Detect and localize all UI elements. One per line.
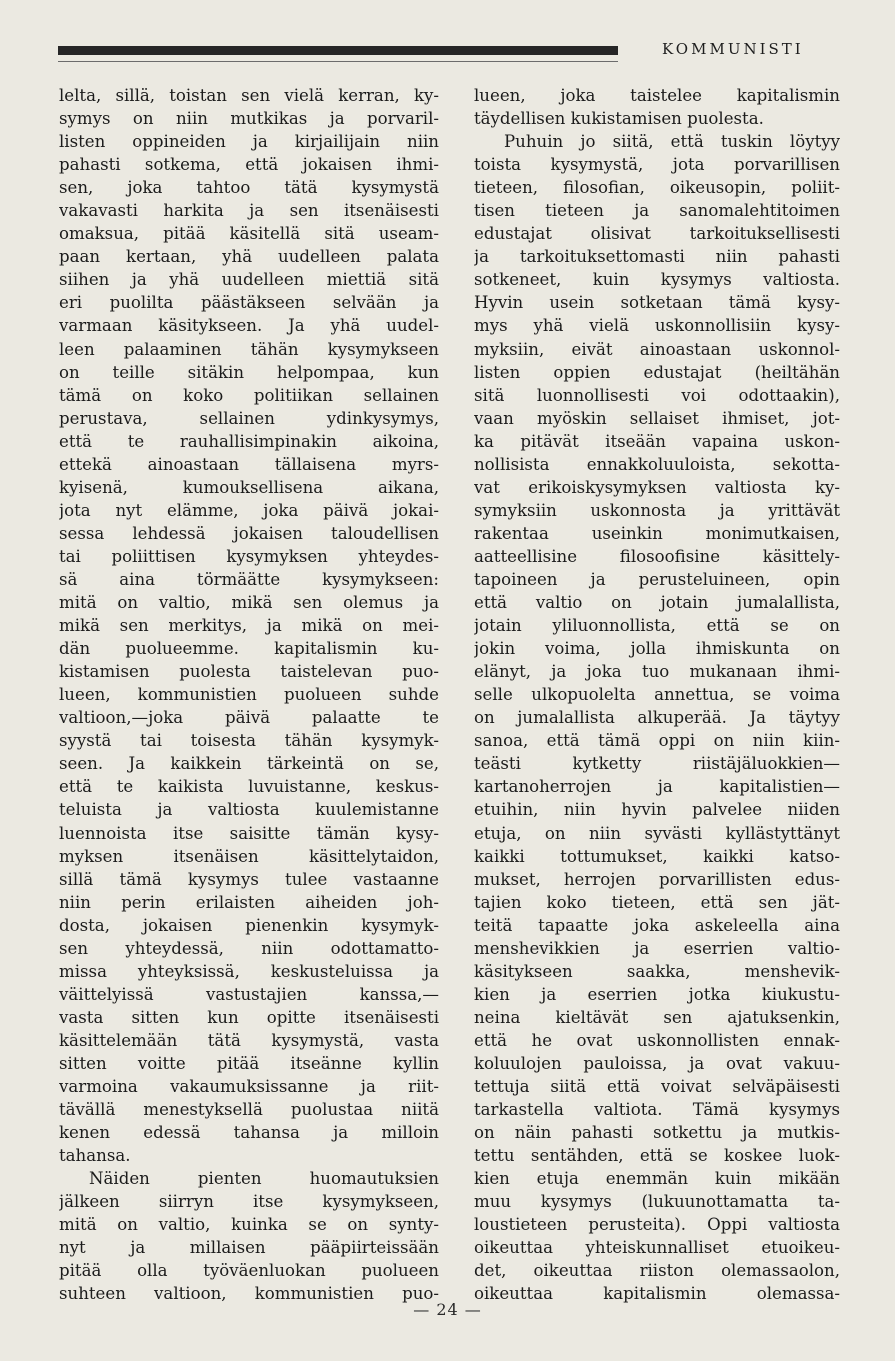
text-line: jälkeen siirryn itse kysymykseen,	[59, 1192, 439, 1212]
running-header	[58, 38, 838, 68]
text-line: rakentaa useinkin monimutkaisen,	[474, 523, 840, 543]
text-line: kien etuja enemmän kuin mikään	[474, 1169, 840, 1189]
text-line: luennoista itse saisitte tämän kysy-	[59, 823, 439, 843]
text-line: sotkeneet, kuin kysymys valtiosta.	[474, 270, 840, 290]
text-line: täydellisen kukistamisen puolesta.	[474, 109, 764, 129]
text-line: sitä luonnollisesti voi odottaakin),	[474, 385, 840, 405]
text-line: kistamisen puolesta taistelevan puo-	[59, 662, 439, 682]
text-line: loustieteen perusteita). Oppi valtiosta	[474, 1215, 840, 1235]
text-line: det, oikeuttaa riiston olemassaolon,	[474, 1261, 840, 1281]
text-line: elänyt, ja joka tuo mukanaan ihmi-	[474, 662, 840, 682]
text-line: sitten voitte pitää itseänne kyllin	[59, 1053, 439, 1073]
text-line: teitä tapaatte joka askeleella aina	[474, 915, 840, 935]
text-line: sanoa, että tämä oppi on niin kiin-	[474, 731, 840, 751]
text-line: tajien koko tieteen, että sen jät-	[474, 892, 840, 912]
text-line: selle ulkopuolelta annettua, se voima	[474, 685, 840, 705]
text-line: pahasti sotkema, että jokaisen ihmi-	[59, 155, 439, 175]
text-line: paan kertaan, yhä uudelleen palata	[59, 247, 439, 267]
text-line: symyksiin uskonnosta ja yrittävät	[474, 500, 840, 520]
text-line: syystä tai toisesta tähän kysymyk-	[59, 731, 439, 751]
text-line: ka pitävät itseään vapaina uskon-	[474, 431, 840, 451]
text-line: sen yhteydessä, niin odottamatto-	[59, 938, 439, 958]
text-line: niin perin erilaisten aiheiden joh-	[59, 892, 439, 912]
header-rule	[58, 46, 618, 55]
text-line: tapoineen ja perusteluineen, opin	[474, 569, 840, 589]
text-line: symys on niin mutkikas ja porvaril-	[59, 109, 439, 129]
text-column-left	[59, 84, 439, 1305]
text-line: mikä sen merkitys, ja mikä on mei-	[59, 616, 439, 636]
page-number: — 24 —	[413, 1300, 482, 1319]
text-line: Puhuin jo siitä, että tuskin löytyy	[504, 132, 840, 152]
text-line: etuihin, niin hyvin palvelee niiden	[474, 800, 840, 820]
text-line: missa yhteyksissä, keskusteluissa ja	[59, 961, 439, 981]
text-line: väittelyissä vastustajien kanssa,—	[59, 984, 439, 1004]
text-line: koluulojen pauloissa, ja ovat vakuu-	[474, 1053, 840, 1073]
text-line: mitä on valtio, mikä sen olemus ja	[59, 593, 439, 613]
text-line: lueen, kommunistien puolueen suhde	[59, 685, 439, 705]
text-line: eri puolilta päästäkseen selvään ja	[59, 293, 439, 313]
text-line: suhteen valtioon, kommunistien puo-	[59, 1284, 439, 1304]
text-line: siihen ja yhä uudelleen miettiä sitä	[59, 270, 439, 290]
text-line: ja tarkoituksettomasti niin pahasti	[474, 247, 840, 267]
text-line: jokin voima, jolla ihmiskunta on	[474, 639, 840, 659]
text-line: ettekä ainoastaan tällaisena myrs-	[59, 454, 439, 474]
text-line: että valtio on jotain jumalallista,	[474, 593, 840, 613]
text-line: nollisista ennakkoluuloista, sekotta-	[474, 454, 840, 474]
text-line: seen. Ja kaikkein tärkeintä on se,	[59, 754, 439, 774]
text-line: menshevikkien ja eserrien valtio-	[474, 938, 840, 958]
text-line: tahansa.	[59, 1146, 131, 1166]
text-line: dosta, jokaisen pienenkin kysymyk-	[59, 915, 439, 935]
text-line: tävällä menestyksellä puolustaa niitä	[59, 1100, 439, 1120]
text-line: Näiden pienten huomautuksien	[89, 1169, 439, 1189]
text-line: sen, joka tahtoo tätä kysymystä	[59, 178, 439, 198]
text-line: listen oppien edustajat (heiltähän	[474, 362, 840, 382]
text-line: lelta, sillä, toistan sen vielä kerran, ky-	[59, 86, 439, 105]
text-line: dän puolueemme. kapitalismin ku-	[59, 639, 439, 659]
text-line: mitä on valtio, kuinka se on synty-	[59, 1215, 439, 1235]
header-rule-thin	[58, 61, 618, 62]
text-line: on jumalallista alkuperää. Ja täytyy	[474, 708, 840, 728]
text-line: listen oppineiden ja kirjailijain niin	[59, 132, 439, 152]
text-line: varmoina vakaumuksissanne ja riit-	[59, 1077, 439, 1097]
text-line: kien ja eserrien jotka kiukustu-	[474, 984, 840, 1004]
text-line: teästi kytketty riistäjäluokkien—	[474, 754, 840, 774]
text-line: kaikki tottumukset, kaikki katso-	[474, 846, 840, 866]
text-line: sä aina törmäätte kysymykseen:	[59, 569, 439, 589]
text-line: on teille sitäkin helpompaa, kun	[59, 362, 439, 382]
text-line: että te kaikista luvuistanne, keskus-	[59, 777, 439, 797]
text-line: nyt ja millaisen pääpiirteissään	[59, 1238, 439, 1258]
text-line: sessa lehdessä jokaisen taloudellisen	[59, 523, 439, 543]
text-line: myksiin, eivät ainoastaan uskonnol-	[474, 339, 840, 359]
text-line: vasta sitten kun opitte itsenäisesti	[59, 1007, 439, 1027]
text-line: Hyvin usein sotketaan tämä kysy-	[474, 293, 840, 313]
text-line: että he ovat uskonnollisten ennak-	[474, 1030, 840, 1050]
text-line: käsittelemään tätä kysymystä, vasta	[59, 1030, 439, 1050]
text-line: oikeuttaa kapitalismin olemassa-	[474, 1284, 840, 1304]
text-line: jota nyt elämme, joka päivä jokai-	[59, 500, 439, 520]
text-line: vaan myöskin sellaiset ihmiset, jot-	[474, 408, 840, 428]
text-line: käsitykseen saakka, menshevik-	[474, 961, 840, 981]
text-line: vakavasti harkita ja sen itsenäisesti	[59, 201, 439, 221]
text-line: neina kieltävät sen ajatuksenkin,	[474, 1007, 840, 1027]
text-line: kenen edessä tahansa ja milloin	[59, 1123, 439, 1143]
text-line: omaksua, pitää käsitellä sitä useam-	[59, 224, 439, 244]
text-line: lueen, joka taistelee kapitalismin	[474, 86, 840, 105]
text-line: kartanoherrojen ja kapitalistien—	[474, 777, 840, 797]
text-line: vat erikoiskysymyksen valtiosta ky-	[474, 477, 840, 497]
text-line: toista kysymystä, jota porvarillisen	[474, 155, 840, 175]
text-line: jotain yliluonnollista, että se on	[474, 616, 840, 636]
text-line: tieteen, filosofian, oikeusopin, poliit-	[474, 178, 840, 198]
text-line: oikeuttaa yhteiskunnalliset etuoikeu-	[474, 1238, 840, 1258]
text-line: pitää olla työväenluokan puolueen	[59, 1261, 439, 1281]
text-line: muu kysymys (lukuunottamatta ta-	[474, 1192, 840, 1212]
text-line: edustajat olisivat tarkoituksellisesti	[474, 224, 840, 244]
text-line: teluista ja valtiosta kuulemistanne	[59, 800, 439, 820]
text-line: etuja, on niin syvästi kyllästyttänyt	[474, 823, 840, 843]
text-line: valtioon,—joka päivä palaatte te	[59, 708, 439, 728]
text-line: on näin pahasti sotkettu ja mutkis-	[474, 1123, 840, 1143]
text-line: perustava, sellainen ydinkysymys,	[59, 408, 439, 428]
text-line: aatteellisine filosoofisine käsittely-	[474, 546, 840, 566]
text-line: tettuja siitä että voivat selväpäisesti	[474, 1077, 840, 1097]
text-line: leen palaaminen tähän kysymykseen	[59, 339, 439, 359]
journal-title: KOMMUNISTI	[662, 40, 804, 58]
text-line: että te rauhallisimpinakin aikoina,	[59, 431, 439, 451]
text-column-right	[474, 84, 840, 1305]
text-line: tarkastella valtiota. Tämä kysymys	[474, 1100, 840, 1120]
text-line: myksen itsenäisen käsittelytaidon,	[59, 846, 439, 866]
text-line: tämä on koko politiikan sellainen	[59, 385, 439, 405]
text-line: sillä tämä kysymys tulee vastaanne	[59, 869, 439, 889]
text-line: varmaan käsitykseen. Ja yhä uudel-	[59, 316, 439, 336]
text-line: mys yhä vielä uskonnollisiin kysy-	[474, 316, 840, 336]
text-line: mukset, herrojen porvarillisten edus-	[474, 869, 840, 889]
text-line: tettu sentähden, että se koskee luok-	[474, 1146, 840, 1166]
text-line: tisen tieteen ja sanomalehtitoimen	[474, 201, 840, 221]
text-line: tai poliittisen kysymyksen yhteydes-	[59, 546, 439, 566]
text-line: kyisenä, kumouksellisena aikana,	[59, 477, 439, 497]
